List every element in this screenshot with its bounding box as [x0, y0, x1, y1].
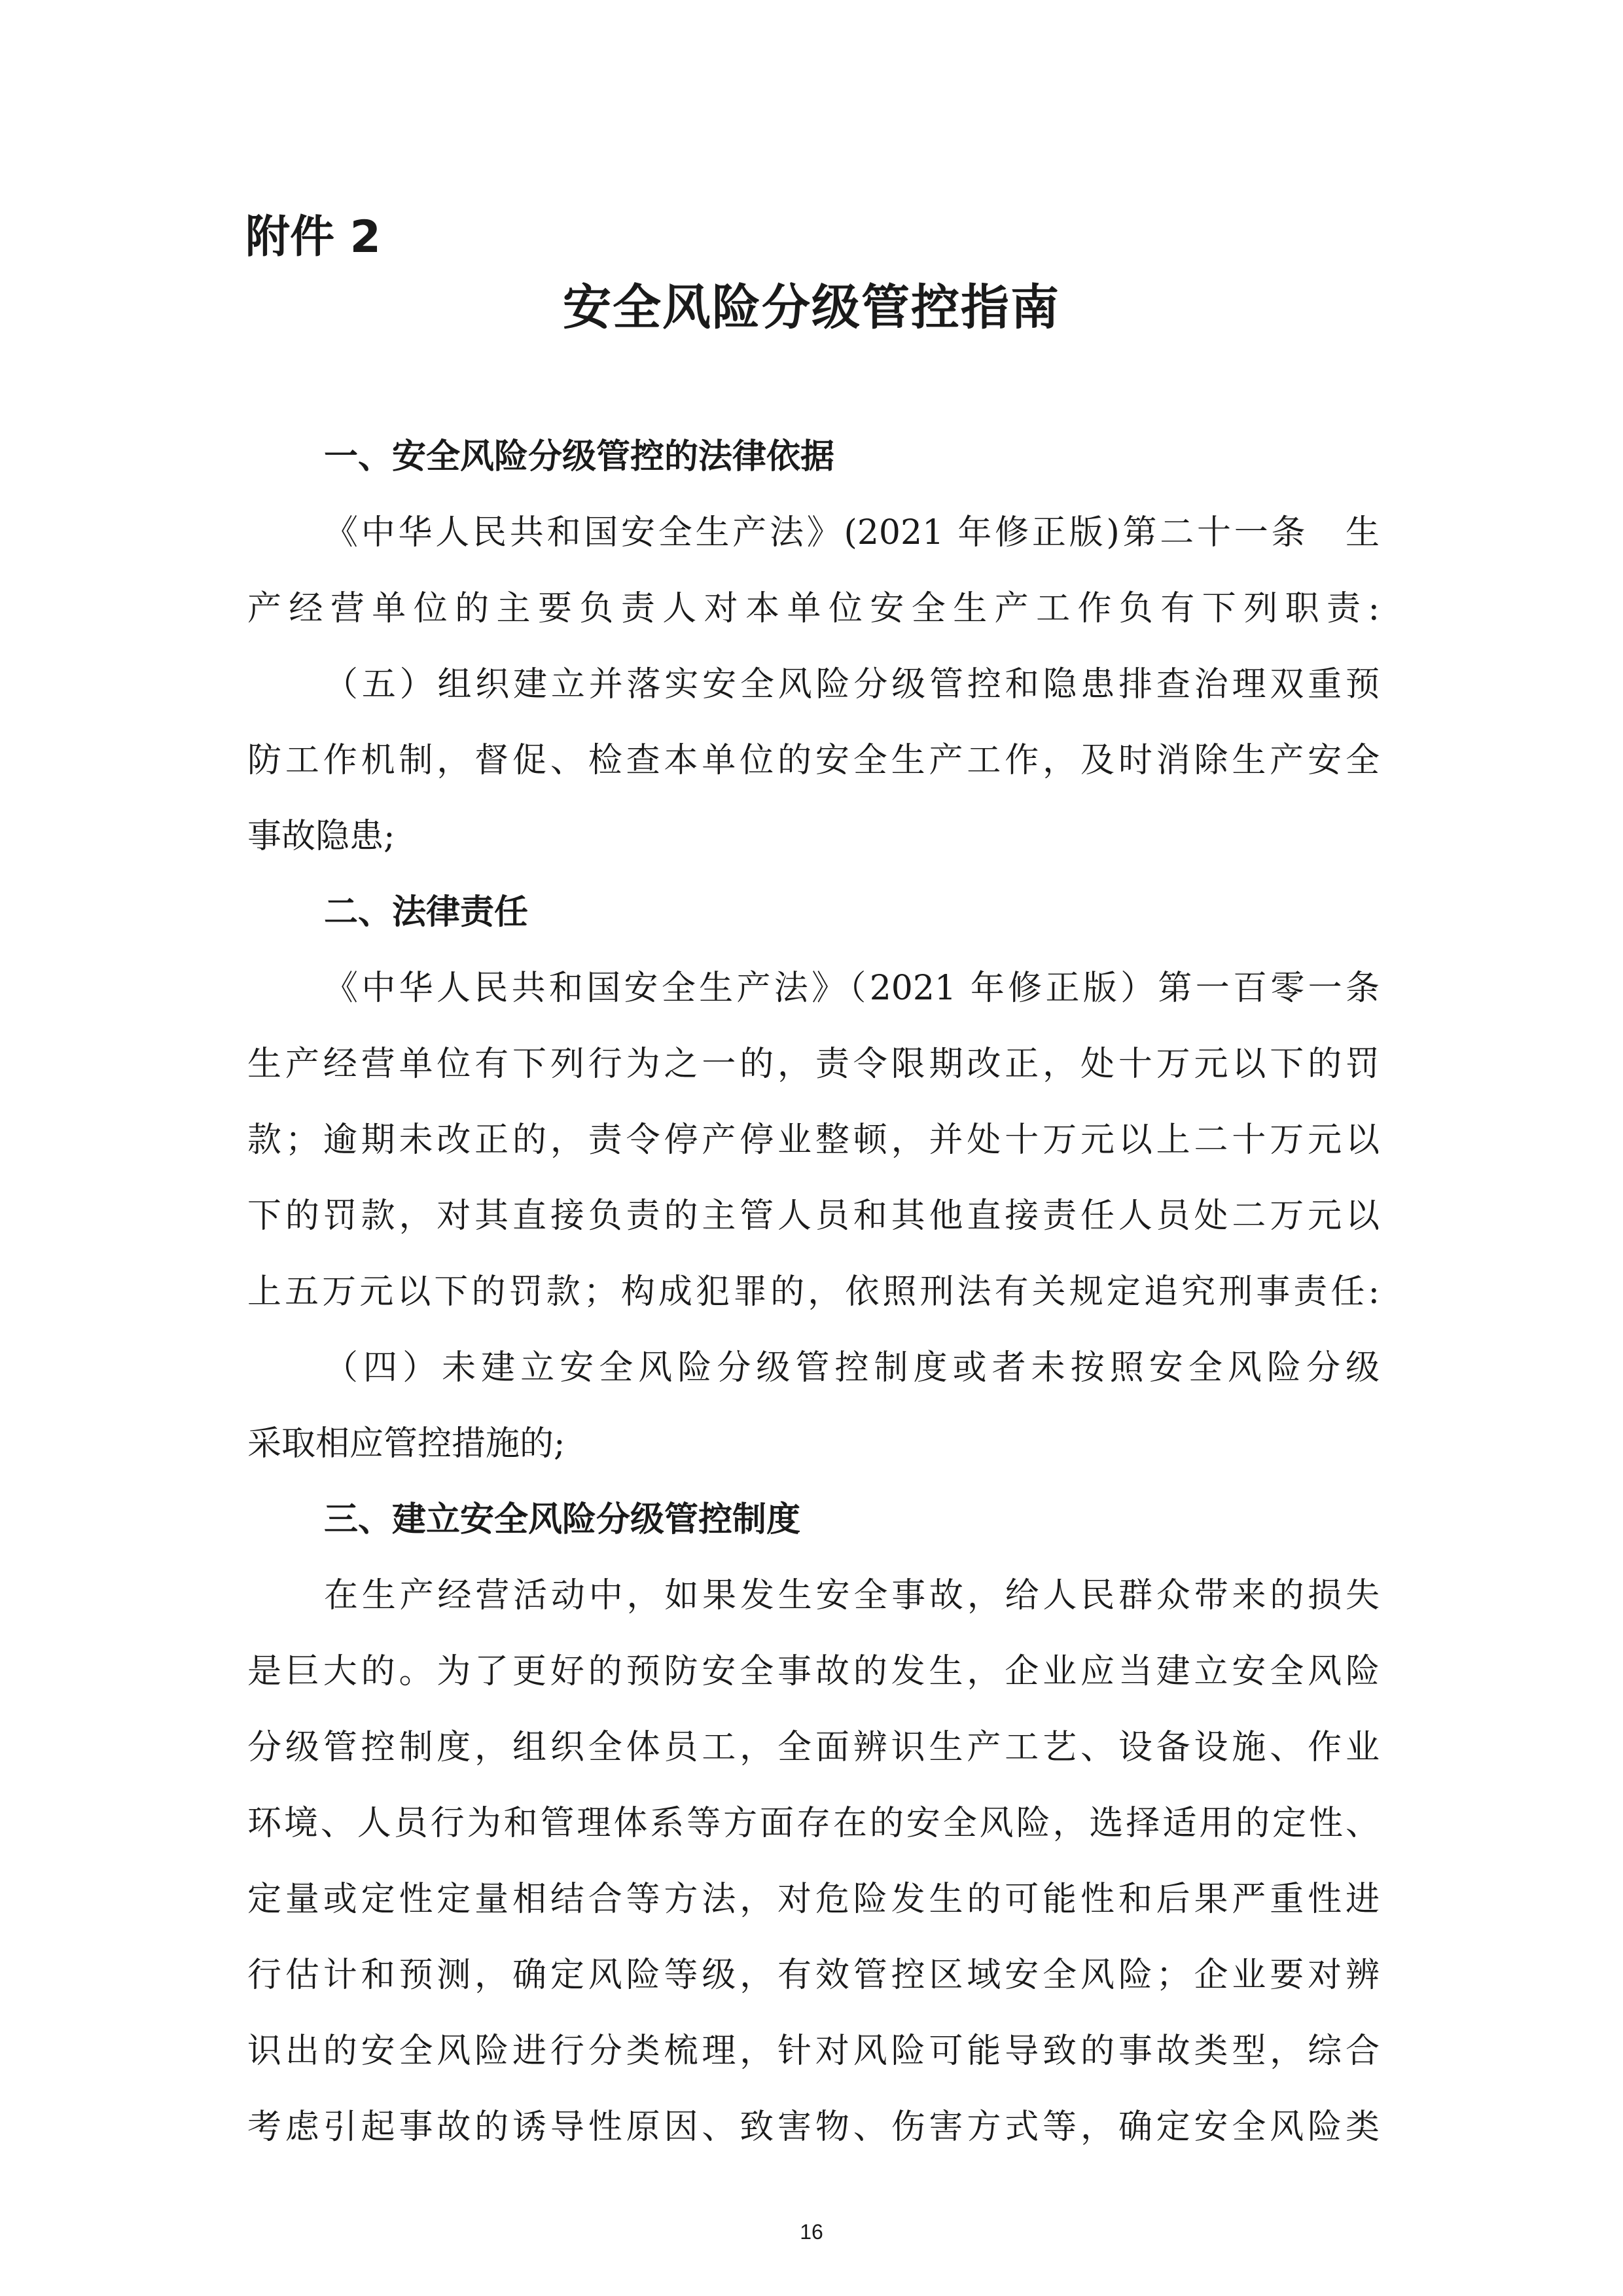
paragraph-line: 识出的安全风险进行分类梳理，针对风险可能导致的事故类型，综合 [247, 2032, 1380, 2071]
section-heading-legal-liability: 二、法律责任 [324, 893, 529, 932]
paragraph-line: 定量或定性定量相结合等方法，对危险发生的可能性和后果严重性进 [247, 1880, 1380, 1919]
attachment-label: 附件 2 [245, 211, 381, 263]
section-heading-legal-basis: 一、安全风险分级管控的法律依据 [324, 437, 835, 476]
paragraph-line: 事故隐患; [247, 817, 395, 856]
paragraph-line: 《中华人民共和国安全生产法》（2021 年修正版）第一百零一条 [324, 969, 1380, 1008]
paragraph-line: 《中华人民共和国安全生产法》(2021 年修正版)第二十一条 生 [324, 513, 1380, 552]
paragraph-line: 防工作机制，督促、检查本单位的安全生产工作，及时消除生产安全 [247, 741, 1380, 780]
paragraph-line: 考虑引起事故的诱导性原因、致害物、伤害方式等，确定安全风险类 [247, 2108, 1380, 2147]
paragraph-line: 生产经营单位有下列行为之一的，责令限期改正，处十万元以下的罚 [247, 1045, 1380, 1084]
paragraph-line: 采取相应管控措施的; [247, 1424, 565, 1463]
paragraph-line: 款；逾期未改正的，责令停产停业整顿，并处十万元以上二十万元以 [247, 1121, 1380, 1160]
paragraph-line: 环境、人员行为和管理体系等方面存在的安全风险，选择适用的定性、 [247, 1804, 1380, 1843]
paragraph-line: 是巨大的。为了更好的预防安全事故的发生，企业应当建立安全风险 [247, 1652, 1380, 1691]
paragraph-line: 在生产经营活动中，如果发生安全事故，给人民群众带来的损失 [324, 1576, 1380, 1615]
paragraph-line: 行估计和预测，确定风险等级，有效管控区域安全风险；企业要对辨 [247, 1956, 1380, 1995]
section-heading-establish-system: 三、建立安全风险分级管控制度 [324, 1500, 801, 1539]
paragraph-line: 分级管控制度，组织全体员工，全面辨识生产工艺、设备设施、作业 [247, 1728, 1380, 1767]
paragraph-line: 产经营单位的主要负责人对本单位安全生产工作负有下列职责: [247, 589, 1380, 628]
page-number: 16 [800, 2220, 823, 2244]
paragraph-line: （四）未建立安全风险分级管控制度或者未按照安全风险分级 [324, 1348, 1380, 1388]
paragraph-line: 上五万元以下的罚款；构成犯罪的，依照刑法有关规定追究刑事责任: [247, 1272, 1380, 1312]
paragraph-line: 下的罚款，对其直接负责的主管人员和其他直接责任人员处二万元以 [247, 1196, 1380, 1236]
document-title: 安全风险分级管控指南 [563, 279, 1060, 336]
paragraph-line: （五）组织建立并落实安全风险分级管控和隐患排查治理双重预 [324, 665, 1380, 704]
